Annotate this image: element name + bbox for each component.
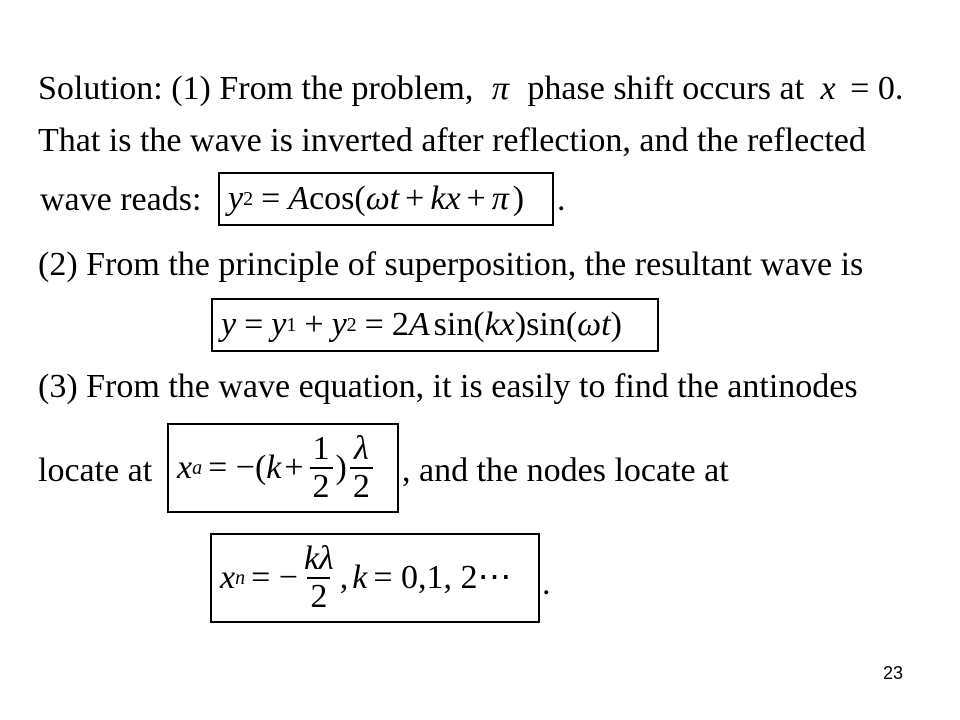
eq-y1: y xyxy=(271,306,287,343)
fraction-lambda-half xyxy=(350,431,373,504)
solution-line-6-label: locate at xyxy=(38,452,153,489)
eq-y2-subscript: 2 xyxy=(346,314,357,336)
eq-sin: sin( xyxy=(433,306,485,343)
x-variable: x xyxy=(820,70,836,107)
eq-coefficient: 2 xyxy=(391,306,409,343)
fraction-denominator: 2 xyxy=(350,467,373,505)
eq-plus: + xyxy=(466,180,486,217)
eq-close-paren: ) xyxy=(335,449,347,486)
fraction-numerator: kλ xyxy=(303,540,334,578)
solution-line-4: (2) From the principle of superposition, the resultant wave is xyxy=(38,246,864,283)
eq-kx: kx xyxy=(430,180,461,217)
eq-amplitude: A xyxy=(408,306,430,343)
superposition-equation-box xyxy=(211,298,659,352)
eq-kx: kx xyxy=(484,306,515,343)
eq-equals: = xyxy=(364,306,384,343)
solution-lead-text: Solution: (1) From the problem, xyxy=(38,70,474,107)
eq-plus: + xyxy=(304,306,324,343)
eq-sin: )sin( xyxy=(514,306,578,343)
eq-amplitude: A xyxy=(288,180,310,217)
eq-cos: cos( xyxy=(309,180,366,217)
pi-symbol: π xyxy=(491,70,509,107)
eq-k-values: = 0,1, 2⋯ xyxy=(373,559,512,596)
page-number: 23 xyxy=(882,663,903,683)
eq-equals: = xyxy=(261,180,281,217)
eq-x-subscript: n xyxy=(235,567,246,589)
solution-line-5: (3) From the wave equation, it is easily to find the antinodes xyxy=(38,368,858,405)
solution-line-3-label: wave reads: xyxy=(40,181,202,218)
eq-y1-subscript: 1 xyxy=(286,314,297,336)
fraction-denominator: 2 xyxy=(307,577,330,615)
eq-k: k xyxy=(352,559,368,596)
fraction-k-lambda-half xyxy=(301,541,337,614)
eq-equals: = xyxy=(244,306,264,343)
eq-k: k xyxy=(266,449,282,486)
node-equation-box xyxy=(210,533,540,623)
eq-y2: y xyxy=(331,306,347,343)
fraction-numerator: λ xyxy=(354,430,369,468)
fraction-numerator: 1 xyxy=(312,430,330,468)
fraction-denominator: 2 xyxy=(310,467,333,505)
eq-plus: + xyxy=(405,180,425,217)
antinode-equation-box xyxy=(167,423,399,513)
phase-shift-text: phase shift occurs at xyxy=(527,70,805,107)
solution-line-2: That is the wave is inverted after reflection, and the reflected xyxy=(38,122,866,159)
fraction-one-half xyxy=(310,431,333,504)
eq-close-paren: ) xyxy=(512,180,525,217)
eq-omega-t: ωt xyxy=(577,306,611,343)
solution-line-6-trail: , and the nodes locate at xyxy=(402,452,729,489)
eq-plus: + xyxy=(284,449,304,486)
eq-x: x xyxy=(220,559,236,596)
line-3-period: . xyxy=(557,181,566,218)
eq-y: y xyxy=(221,306,237,343)
node-line-period: . xyxy=(542,565,551,602)
reflected-wave-equation-box xyxy=(218,172,554,226)
eq-y-subscript: 2 xyxy=(243,188,254,210)
eq-x: x xyxy=(177,449,193,486)
x-equals-zero: = 0. xyxy=(850,70,904,107)
eq-pi: π xyxy=(491,180,509,217)
eq-equals-minus: = − xyxy=(251,559,298,596)
solution-line-1 xyxy=(38,72,903,106)
eq-y: y xyxy=(228,180,244,217)
eq-x-subscript: a xyxy=(192,457,203,479)
eq-omega-t: ωt xyxy=(365,180,400,217)
eq-close-paren: ) xyxy=(610,306,622,343)
eq-equals-minus: = −( xyxy=(208,449,267,486)
eq-comma: , xyxy=(339,559,349,596)
